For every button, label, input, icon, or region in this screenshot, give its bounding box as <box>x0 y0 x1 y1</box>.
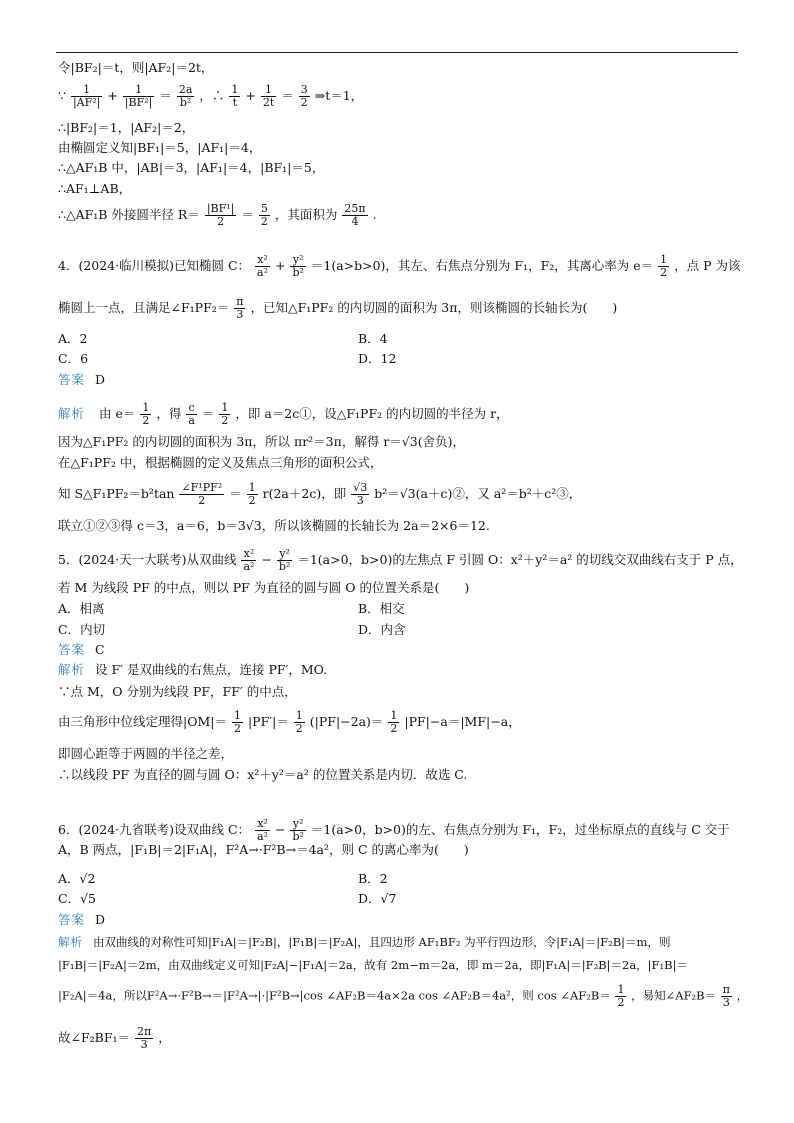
q6-analysis-line: 解析 由双曲线的对称性可知|F₁A|＝|F₂B|，|F₁B|＝|F₂A|，且四边形 AF₁BF₂ 为平行四边形，令|F₁A|＝|F₂B|＝m，则 <box>58 935 671 949</box>
q6-stem: 6．(2024·九省联考)设双曲线 C： $\frac{\text{x²}}{\text{a²}}$ − $\frac{\text{y²}}{\text{b²}}$ ＝1(a>0，b>0)的左、右焦点分别为 F₁，F₂，过坐标原点的直线与 C 交于 <box>58 817 730 843</box>
fraction: $\frac{\text{y²}}{\text{b²}}$ <box>292 817 304 843</box>
fraction: $\frac{2\pi}{3}$ <box>137 1025 152 1051</box>
fraction: $\frac{\pi}{3}$ <box>722 983 731 1009</box>
analysis-label: 解析 <box>58 406 86 421</box>
q5-option-a: A．相离 <box>58 601 105 616</box>
fraction: $\frac{1}{2}$ <box>221 401 229 427</box>
text-line: 令|BF₂|＝t，则|AF₂|＝2t， <box>58 60 214 75</box>
fraction: $\frac{1}{2}$ <box>295 709 303 735</box>
q5-option-b: B．相交 <box>358 601 405 616</box>
text-line: 由椭圆定义知|BF₁|＝5，|AF₁|＝4， <box>58 140 262 155</box>
fraction: $\frac{5}{2}$ <box>260 202 268 228</box>
q5-option-d: D．内含 <box>358 622 406 637</box>
fraction: $\frac{1}{2}$ <box>660 253 668 279</box>
equation-line: ∵ $\frac{1}{\text{|AF²|}}$ + $\frac{1}{\text{|BF²|}}$ ＝ $\frac{2a}{\text{b²}}$ ，∴ $\frac{1}{t}$ + $\frac{1}{2t}$ ＝ $\frac{3}{2}$ ⇒t＝1， <box>58 83 364 109</box>
q5-stem: 5．(2024·天一大联考)从双曲线 $\frac{\text{x²}}{\text{a²}}$ − $\frac{\text{y²}}{\text{b²}}$ ＝1(a>0，b>0)的左焦点 F 引圆 O：x²＋y²＝a² 的切线交双曲线右支于 P 点， <box>58 547 743 573</box>
q5-answer: 答案 C <box>58 642 105 657</box>
answer-label: 答案 <box>58 642 86 657</box>
fraction: $\frac{2a}{\text{b²}}$ <box>178 83 193 109</box>
header-rule <box>56 52 738 53</box>
answer-label: 答案 <box>58 912 86 927</box>
fraction: $\frac{\pi}{3}$ <box>236 295 244 321</box>
q4-stem: 4．(2024·临川模拟)已知椭圆 C： $\frac{\text{x²}}{\text{a²}}$ + $\frac{\text{y²}}{\text{b²}}$ ＝1(a>b>0)，其左、右焦点分别为 F₁，F₂，其离心率为 e＝ $\frac{1}{2}$ ，点 P 为该 <box>58 253 741 279</box>
fraction: $\frac{\text{y²}}{\text{b²}}$ <box>278 547 291 573</box>
answer-label: 答案 <box>58 372 86 387</box>
equation-line: ∴△AF₁B 外接圆半径 R＝ $\frac{\text{|BF¹|}}{2}$ ＝ $\frac{5}{2}$ ，其面积为 $\frac{25\pi}{4}$ . <box>58 202 377 228</box>
equation-line: 知 S△F₁PF₂＝b²tan $\frac{\text{∠F¹PF²}}{2}$ ＝ $\frac{1}{2}$ r(2a＋2c)，即 $\frac{√3}{3}$ b²＝√3(a＋c)②，又 a²＝b²＋c²③， <box>58 481 582 507</box>
fraction: $\frac{√3}{3}$ <box>353 481 368 507</box>
equation-line: 由三角形中位线定理得|OM|＝ $\frac{1}{2}$ |PF′|＝ $\frac{1}{2}$ (|PF|−2a)＝ $\frac{1}{2}$ |PF|−a＝|MF|−a， <box>58 709 521 735</box>
q6-answer: 答案 D <box>58 912 106 927</box>
fraction: $\frac{\text{|BF¹|}}{2}$ <box>206 202 235 228</box>
q6-option-b: B．2 <box>358 871 388 886</box>
text-line: A，B 两点，|F₁B|＝2|F₁A|，F²A→·F²B→＝4a²，则 C 的离心率为( ) <box>58 842 469 857</box>
fraction: $\frac{\text{y²}}{\text{b²}}$ <box>292 253 304 279</box>
q4-option-a: A．2 <box>58 331 88 346</box>
text-line: ∴AF₁⊥AB， <box>58 181 132 196</box>
q5-analysis-line: 解析 设 F′ 是双曲线的右焦点，连接 PF′，MO. <box>58 662 328 677</box>
fraction: $\frac{1}{\text{|AF²|}}$ <box>72 83 101 109</box>
q4-answer: 答案 D <box>58 372 106 387</box>
text-line: ∵点 M，O 分别为线段 PF，FF′ 的中点， <box>58 684 297 699</box>
fraction: $\frac{\text{x²}}{\text{a²}}$ <box>257 817 268 843</box>
q4-option-c: C．6 <box>58 351 89 366</box>
q4-option-d: D．12 <box>358 351 397 366</box>
text-line: 在△F₁PF₂ 中，根据椭圆的定义及焦点三角形的面积公式， <box>58 455 383 470</box>
text-line: 因为△F₁PF₂ 的内切圆的面积为 3π，所以 πr²＝3π，解得 r＝√3(舍负)， <box>58 434 465 449</box>
text-line: |F₁B|＝|F₂A|＝2m，由双曲线定义可知|F₂A|−|F₁A|＝2a，故有 2m−m＝2a，即 m＝2a，即|F₁A|＝|F₂B|＝2a，|F₁B|＝ <box>58 958 688 972</box>
text-line: ∴以线段 PF 为直径的圆与圆 O：x²＋y²＝a² 的位置关系是内切．故选 C. <box>58 767 468 782</box>
equation-line: 故∠F₂BF₁＝ $\frac{2\pi}{3}$ ， <box>58 1025 171 1051</box>
fraction: $\frac{1}{2}$ <box>617 983 625 1009</box>
q4-stem-2: 椭圆上一点，且满足∠F₁PF₂＝ $\frac{\pi}{3}$ ，已知△F₁PF₂ 的内切圆的面积为 3π，则该椭圆的长轴长为( ) <box>58 295 618 321</box>
fraction: $\frac{1}{2}$ <box>248 481 256 507</box>
fraction: $\frac{3}{2}$ <box>300 83 308 109</box>
q4-analysis-line: 解析 由 e＝ $\frac{1}{2}$ ，得 $\frac{c}{a}$ ＝ $\frac{1}{2}$ ，即 a＝2c①，设△F₁PF₂ 的内切圆的半径为 r， <box>58 401 509 427</box>
fraction: $\frac{\text{∠F¹PF²}}{2}$ <box>181 481 223 507</box>
fraction: $\frac{1}{t}$ <box>231 83 239 109</box>
text-line: 即圆心距等于两圆的半径之差， <box>58 746 234 761</box>
fraction: $\frac{1}{2}$ <box>390 709 398 735</box>
q6-option-c: C．√5 <box>58 891 96 906</box>
q6-option-d: D．√7 <box>358 891 397 906</box>
text-line: 若 M 为线段 PF 的中点，则以 PF 为直径的圆与圆 O 的位置关系是( ) <box>58 580 470 595</box>
analysis-label: 解析 <box>58 662 86 677</box>
fraction: $\frac{1}{2}$ <box>233 709 241 735</box>
fraction: $\frac{1}{2}$ <box>142 401 150 427</box>
q4-option-b: B．4 <box>358 331 388 346</box>
equation-line: |F₂A|＝4a，所以F²A→·F²B→＝|F²A→|·|F²B→|cos ∠AF₂B＝4a×2a cos ∠AF₂B＝4a²，则 cos ∠AF₂B＝ $\frac{1}{2}$ ，易知∠AF₂B＝ $\frac{\pi}{3}$ ， <box>58 983 749 1009</box>
fraction: $\frac{1}{\text{|BF²|}}$ <box>124 83 153 109</box>
q5-option-c: C．内切 <box>58 622 106 637</box>
text-line: ∴△AF₁B 中，|AB|＝3，|AF₁|＝4，|BF₁|＝5， <box>58 160 325 175</box>
q6-option-a: A．√2 <box>58 871 96 886</box>
fraction: $\frac{\text{x²}}{\text{a²}}$ <box>257 253 268 279</box>
text-line: 联立①②③得 c＝3，a＝6，b＝3√3，所以该椭圆的长轴长为 2a＝2×6＝12. <box>58 518 490 533</box>
analysis-label: 解析 <box>58 935 83 949</box>
fraction: $\frac{25\pi}{4}$ <box>344 202 366 228</box>
text-line: ∴|BF₂|＝1，|AF₂|＝2， <box>58 120 195 135</box>
fraction: $\frac{\text{x²}}{\text{a²}}$ <box>243 547 255 573</box>
fraction: $\frac{1}{2t}$ <box>262 83 275 109</box>
fraction: $\frac{c}{a}$ <box>188 401 195 427</box>
